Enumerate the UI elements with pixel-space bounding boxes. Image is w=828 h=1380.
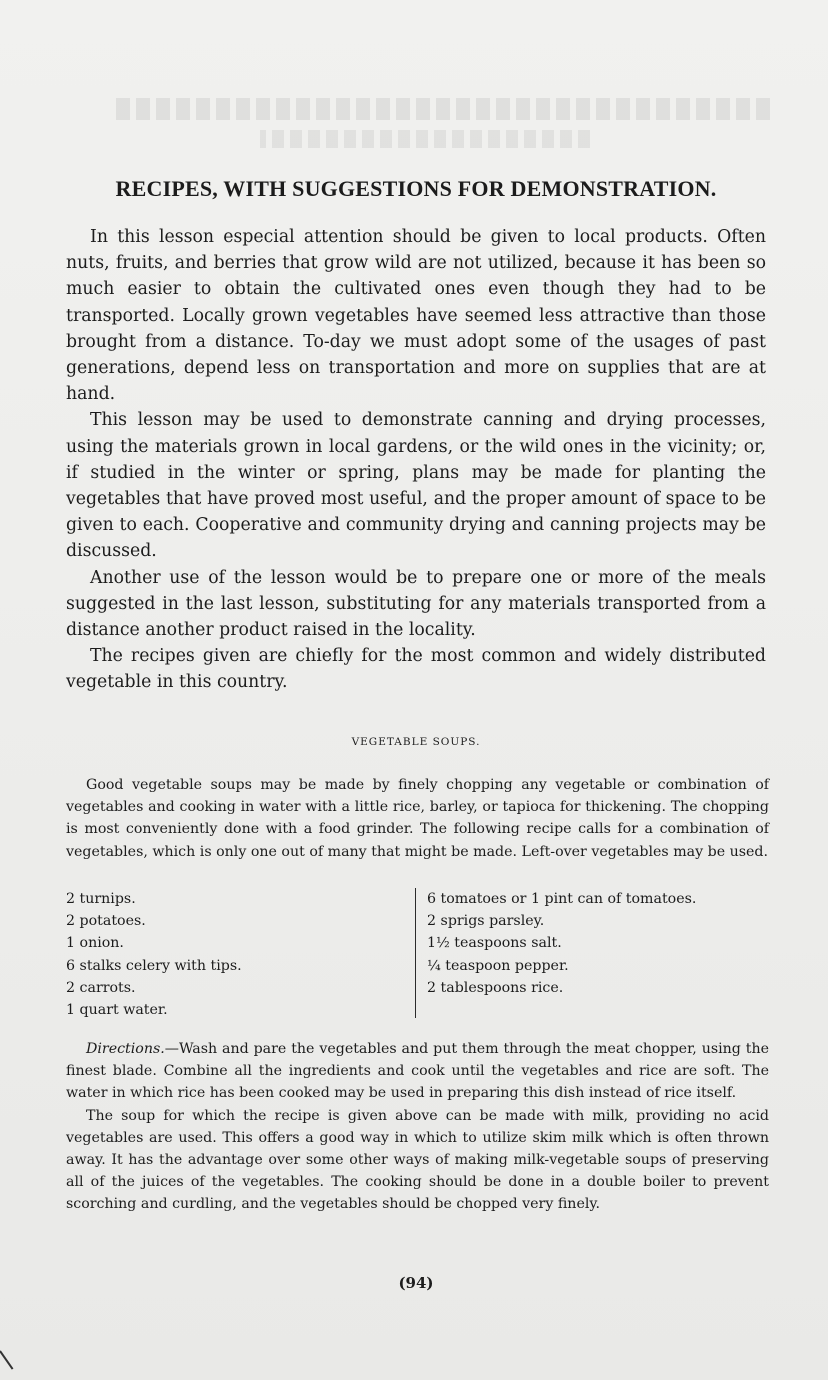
directions-paragraph [66,1038,769,1105]
section-subheading: VEGETABLE SOUPS. [351,736,481,748]
soup-intro-section [66,774,769,863]
page-heading: RECIPES, WITH SUGGESTIONS FOR DEMONSTRATION. [115,176,717,201]
intro-section [66,224,766,696]
show-through-line [110,98,770,120]
intro-paragraph: Another use of the lesson would be to prepare one or more of the meals suggested in the last lesson, substituting for any materials transported from a distance another product raised in the locality. [66,567,766,641]
ingredient-item: 1 onion. [66,935,124,952]
show-through-line [260,130,590,148]
ingredient-item: ¼ teaspoon pepper. [427,957,569,974]
milk-variation-paragraph: The soup for which the recipe is given above can be made with milk, providing no acid vegetables are used. This offers a good way in which to utilize skim milk which is often thrown away. It has the advantage over some other ways of making milk-vegetable soups of preserving all of the juices of the vegetables. The cooking should be done in a double boiler to prevent scorching and curdling, and the vegetables should be chopped very finely. [66,1107,769,1213]
ingredient-item: 2 carrots. [66,979,136,996]
column-divider [415,888,416,1018]
directions-label: Directions. [86,1041,165,1057]
directions-section [66,1038,769,1216]
ingredient-list [66,888,769,1020]
ingredient-item: 2 potatoes. [66,913,146,930]
ingredient-column-right [427,888,769,999]
paper-crease [0,1350,13,1369]
soup-intro-paragraph: Good vegetable soups may be made by finely chopping any vegetable or combination of vegetables and cooking in water with a little rice, barley, or tapioca for thickening. The chopping is most conveniently done with a food grinder. The following recipe calls for a combination of vegetables, which is only one out of many that might be made. Left-over vegetables may be used. [66,777,769,860]
ingredient-item: 2 tablespoons rice. [427,979,564,996]
ingredient-item: 2 turnips. [66,891,136,907]
ingredient-item: 1½ teaspoons salt. [427,935,562,952]
directions-text: —Wash and pare the vegetables and put them through the meat chopper, using the finest blade. Combine all the ingredients and cook until the vegetables and rice are soft. The water in which rice has been cooked may be used in preparing this dish instead of rice itself. [66,1041,769,1102]
ingredient-item: 1 quart water. [66,1002,168,1019]
intro-paragraph: This lesson may be used to demonstrate canning and drying processes, using the materials grown in local gardens, or the wild ones in the vicinity; or, if studied in the winter or spring, plans may be made for planting the vegetables that have proved most useful, and the proper amount of space to be given to each. Cooperative and community drying and canning projects may be discussed. [66,410,766,562]
page-number: (94) [398,1274,434,1292]
intro-paragraph: In this lesson especial attention should be given to local products. Often nuts, fruits, and berries that grow wild are not utilized, because it has been so much easier to obtain the cultivated ones even though they had to be transported. Locally grown vegetables have seemed less attractive than those brought from a distance. To-day we must adopt some of the usages of past generations, depend less on transportation and more on supplies that are at hand. [66,227,766,405]
ingredient-item: 2 sprigs parsley. [427,913,545,930]
ingredient-column-left [66,888,411,1021]
ingredient-item: 6 tomatoes or 1 pint can of tomatoes. [427,891,697,907]
ingredient-item: 6 stalks celery with tips. [66,957,242,974]
intro-paragraph: The recipes given are chiefly for the most common and widely distributed vegetable in this country. [66,646,766,693]
